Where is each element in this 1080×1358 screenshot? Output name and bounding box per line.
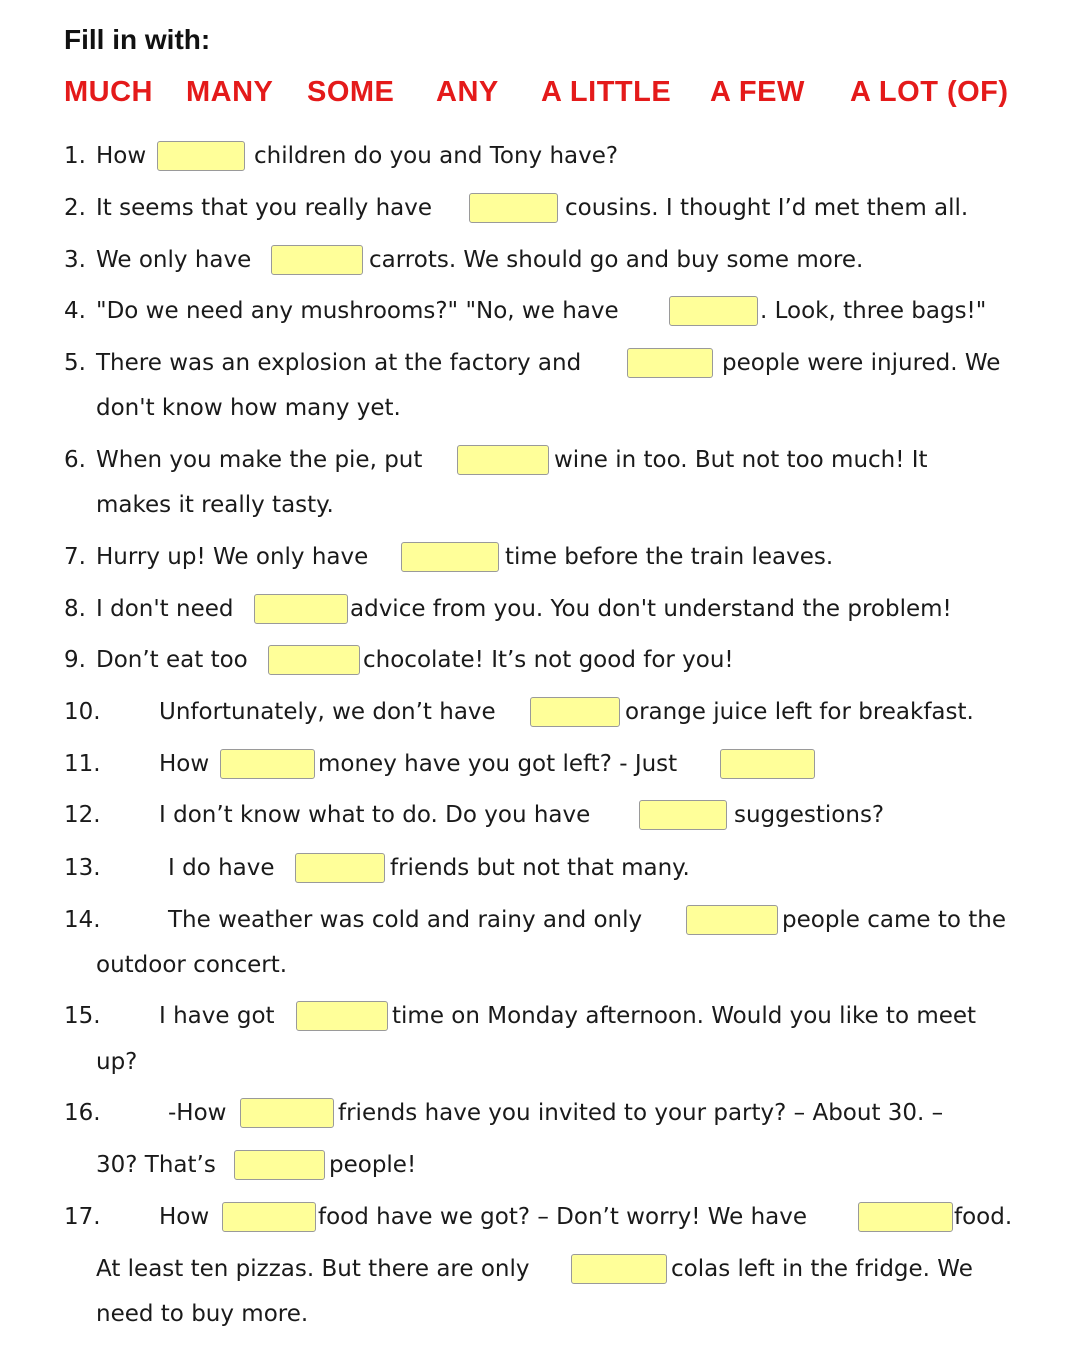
item-number: 17.: [64, 1204, 101, 1230]
answer-input[interactable]: [469, 193, 558, 223]
item-number: 2.: [64, 195, 86, 221]
item-text: "Do we need any mushrooms?" "No, we have: [96, 298, 619, 324]
item-number: 4.: [64, 298, 86, 324]
word-bank-item: MANY: [186, 76, 274, 108]
answer-input[interactable]: [858, 1202, 953, 1232]
item-number: 3.: [64, 247, 86, 273]
word-bank-item: A LITTLE: [541, 76, 672, 108]
item-text: cousins. I thought I’d met them all.: [565, 195, 969, 221]
item-text: I have got: [159, 1003, 275, 1029]
item-number: 5.: [64, 350, 86, 376]
instruction-title: Fill in with:: [64, 24, 211, 55]
item-text: colas left in the fridge. We: [671, 1256, 973, 1282]
item-text: people came to the: [782, 907, 1007, 933]
answer-input[interactable]: [271, 245, 363, 275]
item-text: don't know how many yet.: [96, 395, 401, 421]
answer-input[interactable]: [530, 697, 620, 727]
word-bank: [64, 76, 1044, 112]
answer-input[interactable]: [627, 348, 713, 378]
item-text: It seems that you really have: [96, 195, 433, 221]
answer-input[interactable]: [268, 645, 360, 675]
item-text: How: [159, 751, 210, 777]
answer-input[interactable]: [401, 542, 499, 572]
item-text: children do you and Tony have?: [254, 143, 619, 169]
answer-input[interactable]: [720, 749, 815, 779]
item-number: 6.: [64, 447, 86, 473]
item-number: 8.: [64, 596, 86, 622]
item-number: 14.: [64, 907, 101, 933]
item-text: I don't need: [96, 596, 234, 622]
word-bank-item: MUCH: [64, 76, 153, 108]
item-number: 12.: [64, 802, 101, 828]
item-text: We only have: [96, 247, 252, 273]
item-text: up?: [96, 1049, 138, 1075]
item-text: I don’t know what to do. Do you have: [159, 802, 591, 828]
item-text: time on Monday afternoon. Would you like to meet: [392, 1003, 977, 1029]
item-text: outdoor concert.: [96, 952, 288, 978]
answer-input[interactable]: [222, 1202, 316, 1232]
word-bank-item: SOME: [307, 76, 395, 108]
answer-input[interactable]: [669, 296, 758, 326]
item-text: The weather was cold and rainy and only: [168, 907, 643, 933]
item-text: suggestions?: [734, 802, 885, 828]
item-number: 13.: [64, 855, 101, 881]
item-text: carrots. We should go and buy some more.: [369, 247, 864, 273]
item-text: Hurry up! We only have: [96, 544, 369, 570]
item-number: 16.: [64, 1100, 101, 1126]
item-number: 7.: [64, 544, 86, 570]
item-text: people!: [329, 1152, 417, 1178]
answer-input[interactable]: [240, 1098, 334, 1128]
item-number: 11.: [64, 751, 101, 777]
item-text: food have we got? – Don’t worry! We have: [318, 1204, 808, 1230]
answer-input[interactable]: [254, 594, 348, 624]
item-text: chocolate! It’s not good for you!: [363, 647, 734, 673]
item-text: friends have you invited to your party? – About 30. –: [338, 1100, 944, 1126]
item-text: I do have: [168, 855, 275, 881]
item-text: There was an explosion at the factory and: [96, 350, 582, 376]
item-number: 1.: [64, 143, 86, 169]
answer-input[interactable]: [571, 1254, 667, 1284]
answer-input[interactable]: [686, 905, 778, 935]
item-text: . Look, three bags!": [760, 298, 987, 324]
item-text: makes it really tasty.: [96, 492, 334, 518]
item-text: time before the train leaves.: [505, 544, 834, 570]
item-text: 30? That’s: [96, 1152, 216, 1178]
item-text: people were injured. We: [722, 350, 1001, 376]
word-bank-item: A FEW: [710, 76, 805, 108]
answer-input[interactable]: [457, 445, 549, 475]
item-text: friends but not that many.: [390, 855, 690, 881]
item-text: -How: [168, 1100, 227, 1126]
answer-input[interactable]: [296, 1001, 388, 1031]
answer-input[interactable]: [234, 1150, 325, 1180]
item-number: 15.: [64, 1003, 101, 1029]
item-text: Unfortunately, we don’t have: [159, 699, 496, 725]
item-text: How: [159, 1204, 210, 1230]
word-bank-item: ANY: [436, 76, 499, 108]
item-text: At least ten pizzas. But there are only: [96, 1256, 530, 1282]
item-text: wine in too. But not too much! It: [554, 447, 928, 473]
answer-input[interactable]: [220, 749, 315, 779]
item-text: How: [96, 143, 147, 169]
item-text: money have you got left? - Just: [318, 751, 678, 777]
item-text: food.: [954, 1204, 1013, 1230]
answer-input[interactable]: [157, 141, 245, 171]
item-number: 9.: [64, 647, 86, 673]
item-text: advice from you. You don't understand the problem!: [350, 596, 952, 622]
item-text: need to buy more.: [96, 1301, 309, 1327]
item-number: 10.: [64, 699, 101, 725]
item-text: Don’t eat too: [96, 647, 248, 673]
item-text: orange juice left for breakfast.: [625, 699, 974, 725]
word-bank-item: A LOT (OF): [850, 76, 1009, 108]
answer-input[interactable]: [639, 800, 727, 830]
item-text: When you make the pie, put: [96, 447, 423, 473]
answer-input[interactable]: [295, 853, 385, 883]
